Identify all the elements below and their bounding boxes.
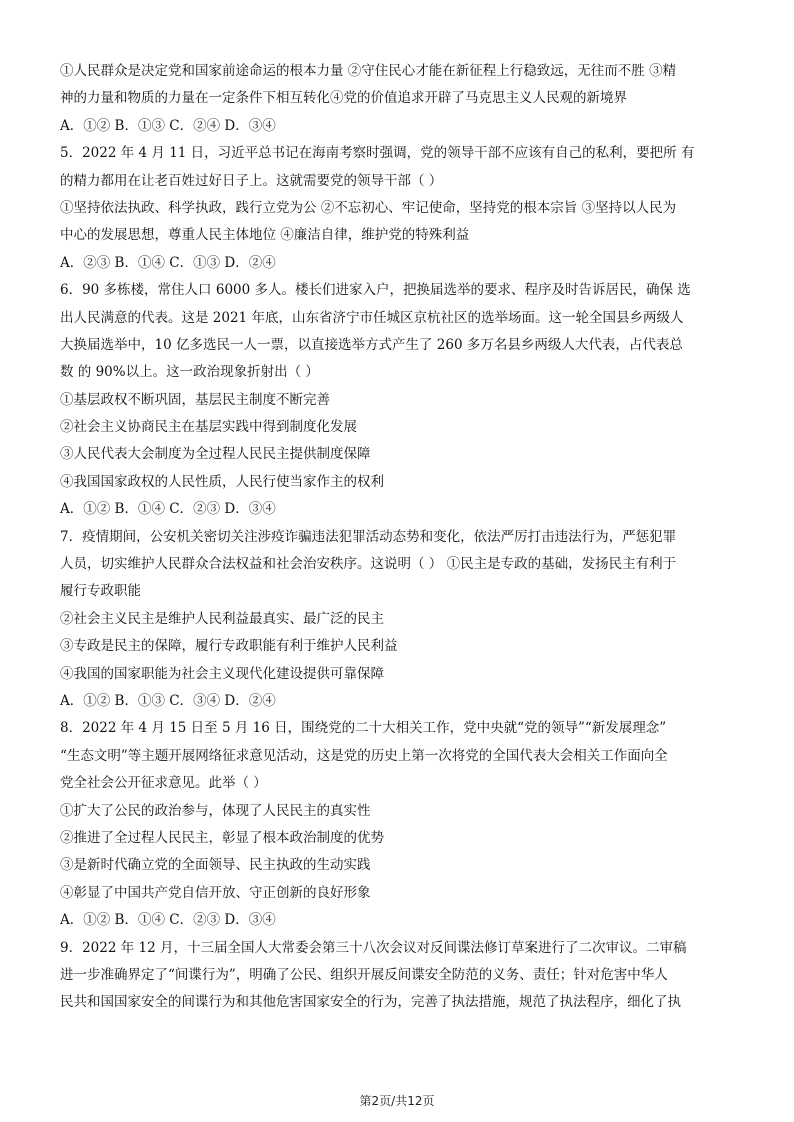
- text-line: ③是新时代确立党的全面领导、民主执政的生动实践: [60, 857, 371, 874]
- text-line: A．①② B．①③ C．②④ D．③④: [60, 117, 276, 134]
- page-number: 第2页/共12页: [359, 1094, 435, 1108]
- text-line: 6．90 多栋楼，常住人口 6000 多人。楼长们进家入户，把换届选举的要求、程序及时告诉居民，确保 选: [60, 282, 691, 299]
- text-line: ①坚持依法执政、科学执政，践行立党为公 ②不忘初心、牢记使命，坚持党的根本宗旨 ③坚持以人民为: [60, 199, 677, 216]
- text-line: ④彰显了中国共产党自信开放、守正创新的良好形象: [60, 884, 371, 901]
- text-line: 人员，切实维护人民群众合法权益和社会治安秩序。这说明（ ） ①民主是专政的基础，发扬民主有利于: [60, 556, 677, 573]
- text-line: 数 的 90%以上。这一政治现象折射出（ ）: [60, 364, 319, 381]
- text-line: A．①② B．①④ C．②③ D．③④: [60, 501, 276, 518]
- text-line: 5．2022 年 4 月 11 日，习近平总书记在海南考察时强调，党的领导干部不应该有自己的私利，要把所 有: [60, 145, 695, 162]
- text-line: ②社会主义民主是维护人民利益最真实、最广泛的民主: [60, 610, 384, 627]
- text-line: 中心的发展思想，尊重人民主体地位 ④廉洁自律，维护党的特殊利益: [60, 227, 470, 244]
- text-line: ③专政是民主的保障，履行专政职能有利于维护人民利益: [60, 638, 398, 655]
- text-line: A．②③ B．①④ C．①③ D．②④: [60, 254, 276, 271]
- text-line: ②社会主义协商民主在基层实践中得到制度化发展: [60, 419, 357, 436]
- text-line: ①扩大了公民的政治参与，体现了人民民主的真实性: [60, 802, 371, 819]
- text-line: 大换届选举中，10 亿多选民一人一票，以直接选举方式产生了 260 多万名县乡两级人大代表，占代表总: [60, 336, 683, 353]
- text-line: 8．2022 年 4 月 15 日至 5 月 16 日，围绕党的二十大相关工作，党中央就“党的领导”“新发展理念”: [60, 720, 667, 737]
- text-line: A．①② B．①③ C．③④ D．②④: [60, 692, 276, 709]
- text-line: 7．疫情期间，公安机关密切关注涉疫诈骗违法犯罪活动态势和变化，依法严厉打击违法行为，严惩犯罪: [60, 528, 677, 545]
- text-line: 的精力都用在让老百姓过好日子上。这就需要党的领导干部（ ）: [60, 172, 443, 189]
- document-body: [60, 58, 740, 1017]
- text-line: 出人民满意的代表。这是 2021 年底，山东省济宁市任城区京杭社区的选举场面。这一轮全国县乡两级人: [60, 309, 684, 326]
- text-line: ①基层政权不断巩固，基层民主制度不断完善: [60, 391, 330, 408]
- text-line: 履行专政职能: [60, 583, 141, 600]
- text-line: A．①② B．①④ C．②③ D．③④: [60, 912, 276, 929]
- text-line: 党全社会公开征求意见。此举（ ）: [60, 775, 267, 792]
- text-line: “生态文明”等主题开展网络征求意见活动，这是党的历史上第一次将党的全国代表大会相关工作面向全: [60, 747, 668, 764]
- text-line: ③人民代表大会制度为全过程人民民主提供制度保障: [60, 446, 371, 463]
- text-line: 进一步准确界定了“间谍行为”，明确了公民、组织开展反间谍安全防范的义务、责任；针对危害中华人: [60, 966, 668, 983]
- text-line: ④我国国家政权的人民性质，人民行使当家作主的权利: [60, 473, 384, 490]
- text-line: 9．2022 年 12 月，十三届全国人大常委会第三十八次会议对反间谍法修订草案进行了二次审议。二审稿: [60, 939, 687, 956]
- text-line: 民共和国国家安全的间谍行为和其他危害国家安全的行为，完善了执法措施，规范了执法程序，细化了执: [60, 994, 681, 1011]
- text-line: ①人民群众是决定党和国家前途命运的根本力量 ②守住民心才能在新征程上行稳致远，无往而不胜 ③精: [60, 63, 677, 79]
- text-line: ④我国的国家职能为社会主义现代化建设提供可靠保障: [60, 665, 384, 682]
- text-line: ②推进了全过程人民民主，彰显了根本政治制度的优势: [60, 829, 384, 846]
- text-line: 神的力量和物质的力量在一定条件下相互转化④党的价值追求开辟了马克思主义人民观的新境界: [60, 90, 627, 107]
